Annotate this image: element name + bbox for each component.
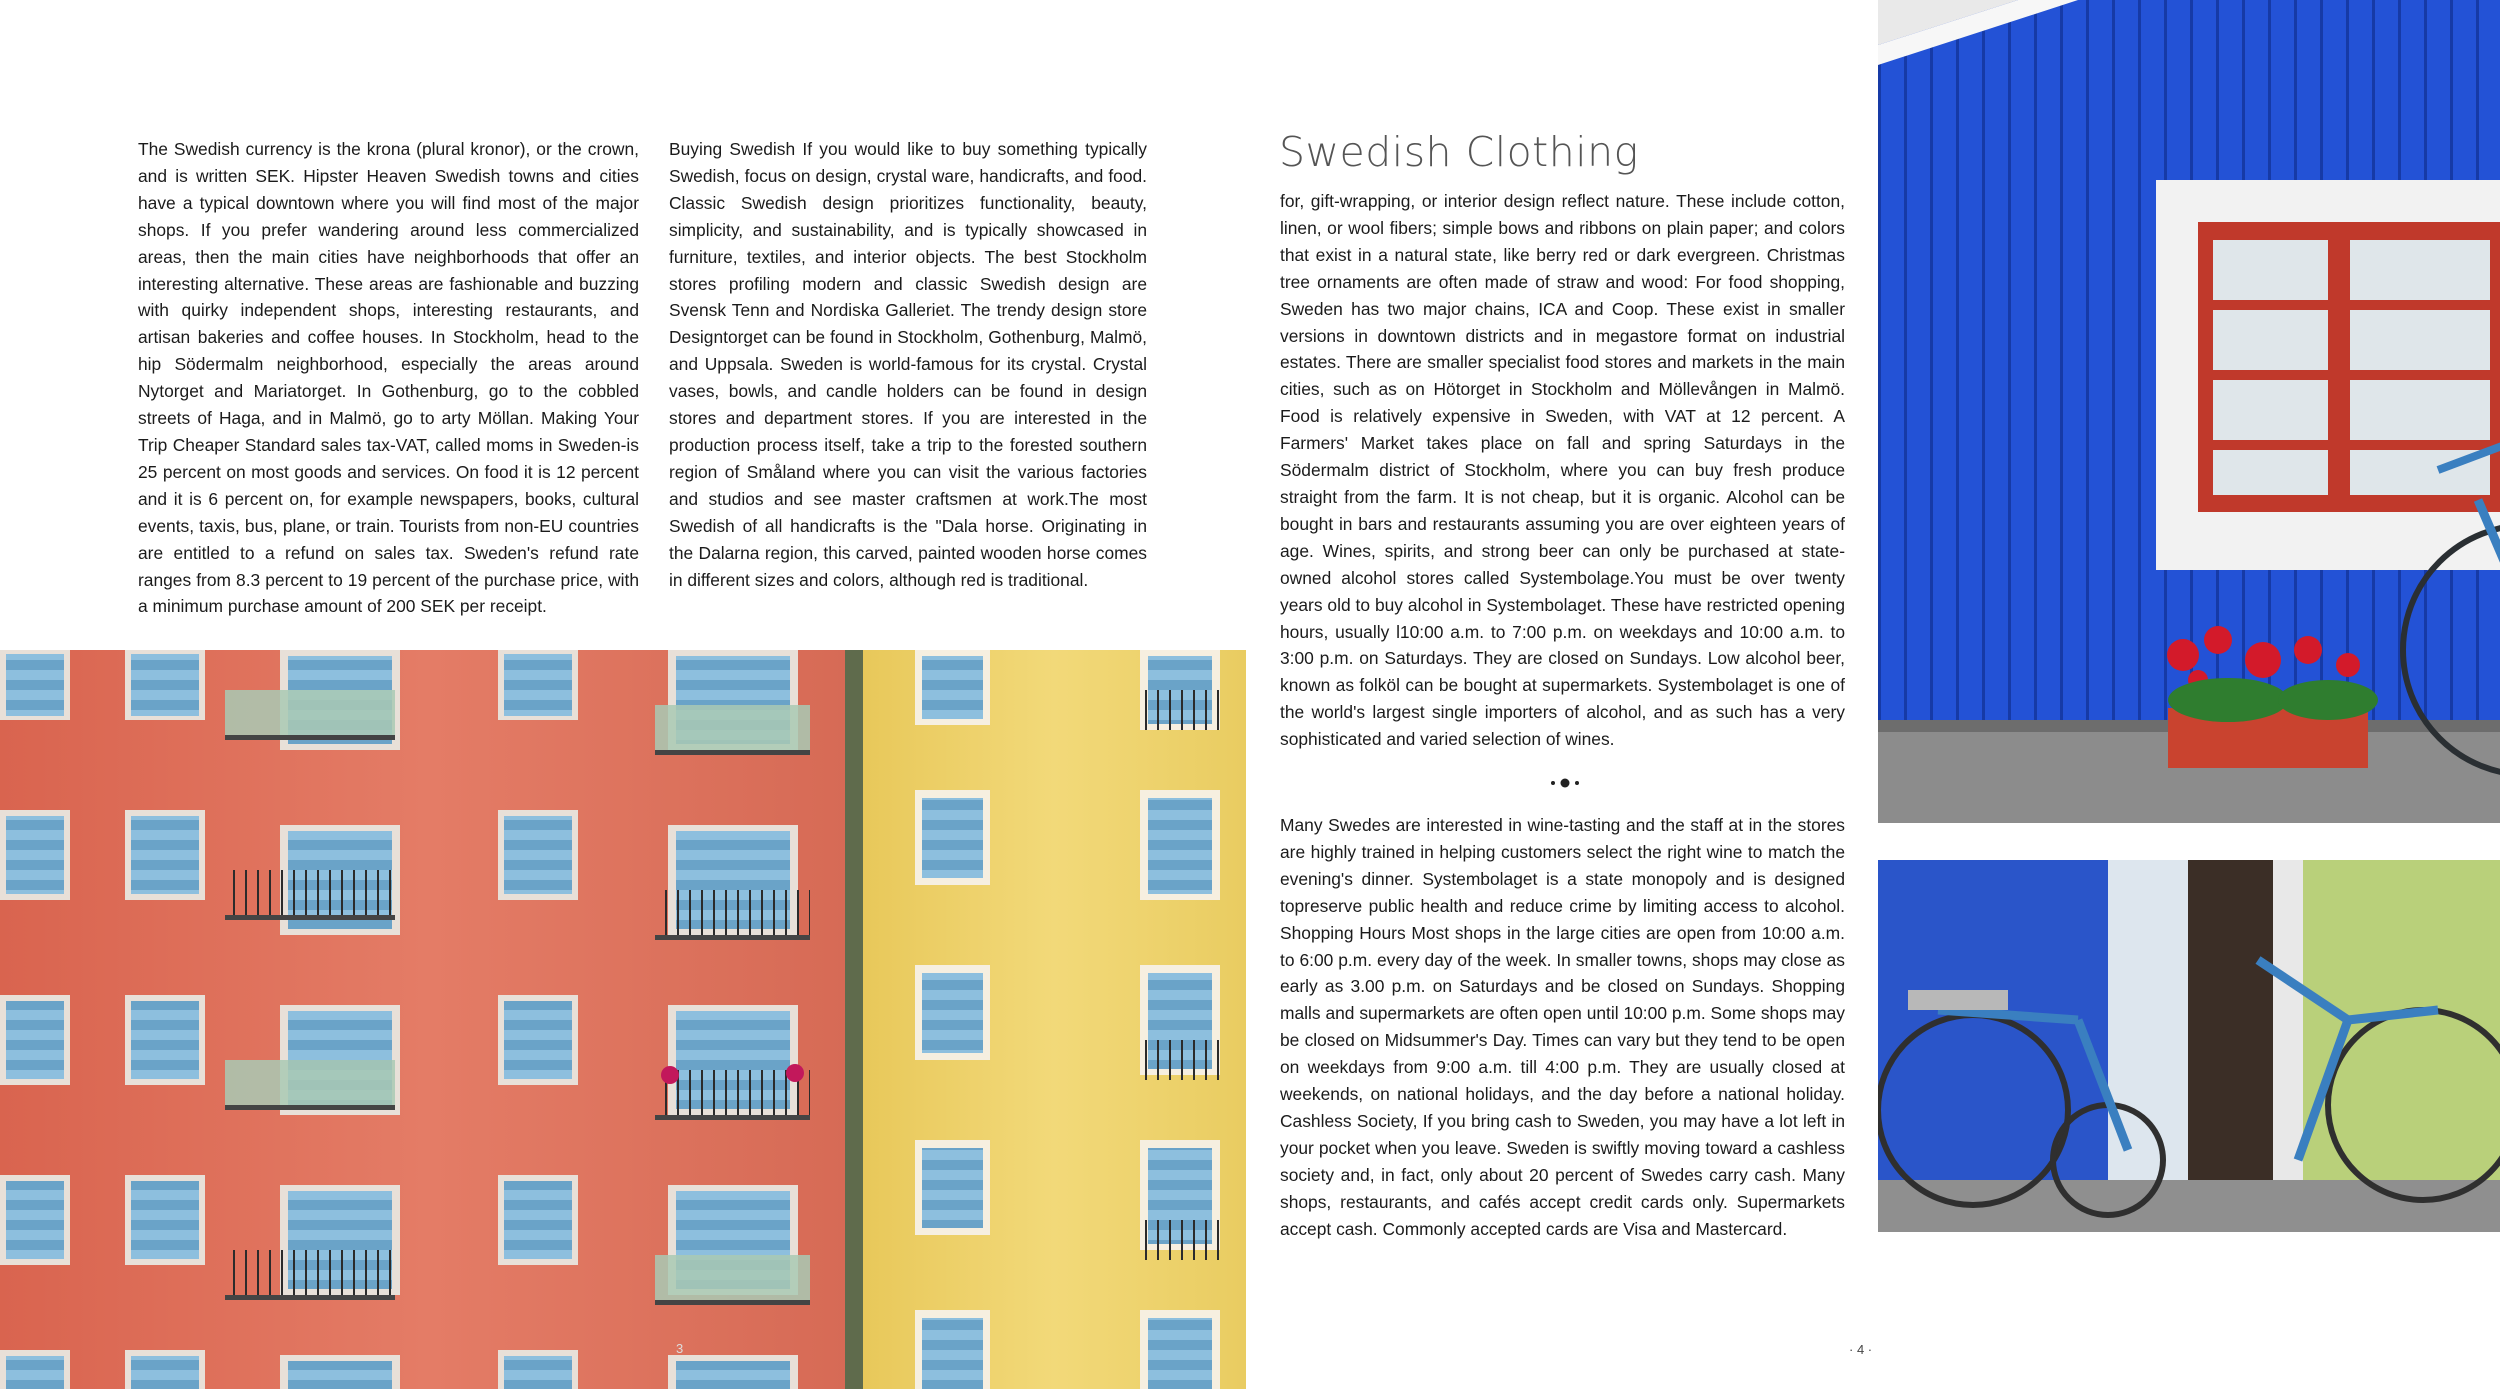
blue-house-photo: [1878, 0, 2500, 823]
body-text-column-4: Many Swedes are interested in wine-tasting and the staff at in the stores are highly trained in helping customers select the right wine to match the evening's dinner. Systembolaget is a state monopoly and is designed topreserve public health and reduce crime by limiting access to alcohol. Shopping Hours Most shops in the large cities are open from 10:00 a.m. to 6:00 p.m. every day of the week. In smaller towns, shops may close as early as 3.00 p.m. on Saturdays and be closed on Sundays. Shopping malls and supermarkets are often open until 10:00 p.m. Some shops may be closed on Midsummer's Day. Times can vary but they tend to be open on weekdays from 9:00 a.m. till 4:00 p.m. They are usually closed at weekends, on national holidays, and the day before a national holiday. Cashless Society, If you bring cash to Sweden, you may have a lot left in your pocket when you leave. Sweden is swiftly moving toward a cashless society and, in fact, only about 20 percent of Swedes carry cash. Many shops, restaurants, and cafés accept credit cards only. Supermarkets accept cash. Commonly accepted cards are Visa and Mastercard.: [1280, 815, 1845, 1239]
section-heading: Swedish Clothing: [1279, 128, 1639, 176]
bicycles-photo: [1878, 860, 2500, 1232]
page-number-left: 3: [676, 1341, 684, 1356]
page-number-right: · 4 ·: [1849, 1342, 1873, 1357]
section-divider-ornament: [1549, 776, 1581, 790]
body-text-column-2: Buying Swedish If you would like to buy something typically Swedish, focus on design, crystal ware, handicrafts, and food. Classic Swedish design prioritizes functionality, beauty, simplicity, and sustainability, and is typically showcased in furniture, textiles, and interior objects. The best Stockholm stores profiling modern and classic Swedish design are Svensk Tenn and Nordiska Galleriet. The trendy design store Designtorget can be found in Stockholm, Gothenburg, Malmö, and Uppsala. Sweden is world-famous for its crystal. Crystal vases, bowls, and candle holders can be found in design stores and department stores. If you are interested in the production process itself, take a trip to the forested southern region of Småland where you can visit the various factories and studios and see master craftsmen at work.The most Swedish of all handicrafts is the "Dala horse. Originating in the Dalarna region, this carved, painted wooden horse comes in different sizes and colors, although red is traditional.: [669, 139, 1147, 590]
body-text-column-1: The Swedish currency is the krona (plural kronor), or the crown, and is written SEK. Hipster Heaven Swedish towns and cities have a typical downtown where you will find most of the major shops. If you prefer wandering around less commercialized areas, then the main cities have neighborhoods that offer an interesting alternative. These areas are fashionable and buzzing with quirky independent shops, interesting restaurants, and artisan bakeries and coffee houses. In Stockholm, head to the hip Södermalm neighborhood, especially the areas around Nytorget and Mariatorget. In Gothenburg, go to the cobbled streets of Haga, and in Malmö, go to arty Möllan. Making Your Trip Cheaper Standard sales tax-VAT, called moms in Sweden-is 25 percent on most goods and services. On food it is 12 percent and it is 6 percent on, for example newspapers, books, cultural events, taxis, bus, plane, or train. Tourists from non-EU countries are entitled to a refund on sales tax. Sweden's refund rate ranges from 8.3 percent to 19 percent of the purchase price, with a minimum purchase amount of 200 SEK per receipt.: [138, 139, 639, 617]
body-text-column-3: for, gift-wrapping, or interior design reflect nature. These include cotton, linen, or wool fibers; simple bows and ribbons on plain paper; and colors that exist in a natural state, like berry red or dark evergreen. Christmas tree ornaments are often made of straw and wood: For food shopping, Sweden has two major chains, ICA and Coop. These exist in smaller versions in downtown districts and in megastore format on industrial estates. There are smaller specialist food stores and markets in the main cities, such as on Hötorget in Stockholm and Möllevången in Malmö. Food is relatively expensive in Sweden, with VAT at 12 percent. A Farmers' Market takes place on fall and spring Saturdays in the Södermalm district of Stockholm, where you can buy fresh produce straight from the farm. It is not cheap, but it is organic. Alcohol can be bought in bars and restaurants assuming you are over eighteen years of age. Wines, spirits, and strong beer can only be purchased at state-owned alcohol stores called Systembolage.You must be over twenty years old to buy alcohol in Systembolaget. These have restricted opening hours, usually l10:00 a.m. to 7:00 p.m. on weekdays and 10:00 a.m. to 3:00 p.m. on Saturdays. They are closed on Sundays. Low alcohol beer, known as folköl can be bought at supermarkets. Systembolaget is one of the world's largest single importers of alcohol, and as such has a very sophisticated and varied selection of wines.: [1280, 191, 1845, 750]
facade-photo: [0, 650, 1246, 1389]
